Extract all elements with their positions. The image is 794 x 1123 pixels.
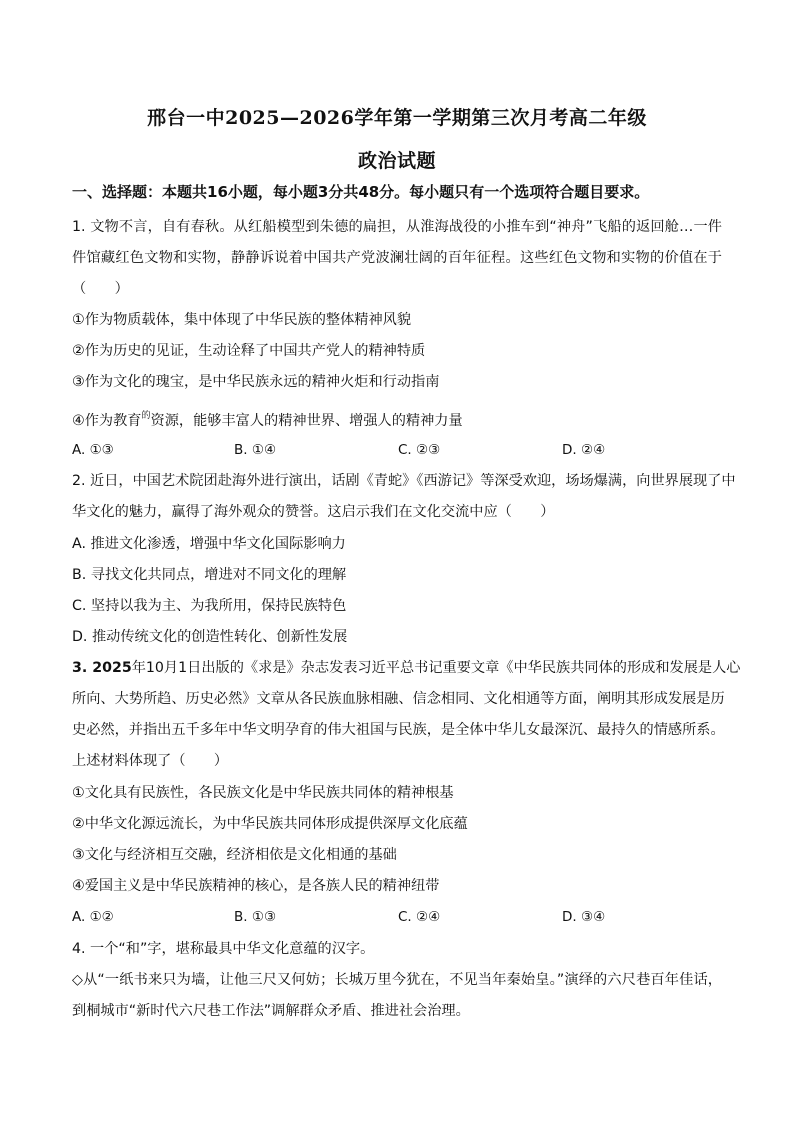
section-heading: 一、选择题：本题共16小题，每小题3分共48分。每小题只有一个选项符合题目要求。 (72, 183, 650, 201)
q3-stem-line-3: 史必然，并指出五千多年中华文明孕育的伟大祖国与民族，是全体中华儿女最深沉、最持久的情感所系。 (72, 722, 725, 738)
q3-stem-line-4: 上述材料体现了（ ） (72, 753, 229, 769)
q1-option-d[interactable]: D. ②④ (562, 442, 606, 458)
q3-statement-3: ③文化与经济相互交融，经济相依是文化相通的基础 (72, 847, 397, 863)
q3-statement-2: ②中华文化源远流长，为中华民族共同体形成提供深厚文化底蕴 (72, 816, 468, 832)
q2-option-d[interactable]: D. 推动传统文化的创造性转化、创新性发展 (72, 629, 348, 645)
q1-option-c[interactable]: C. ②③ (398, 442, 441, 458)
q3-option-d[interactable]: D. ③④ (562, 909, 606, 925)
q3-statement-1: ①文化具有民族性，各民族文化是中华民族共同体的精神根基 (72, 785, 454, 801)
q4-stem-line-1: 4. 一个“和”字，堪称最具中华文化意蕴的汉字。 (72, 941, 375, 957)
q1-statement-4 (72, 407, 463, 430)
q2-option-a[interactable]: A. 推进文化渗透，增强中华文化国际影响力 (72, 536, 346, 552)
q4-stem-line-2: ◇从“一纸书来只为墙，让他三尺又何妨；长城万里今犹在，不见当年秦始皇。”演绎的六尺巷百年佳话， (72, 972, 722, 988)
q1-statement-4-part-b: 资源，能够丰富人的精神世界、增强人的精神力量 (150, 413, 463, 429)
q3-option-b[interactable]: B. ①③ (234, 909, 277, 925)
q4-stem-line-3: 到桐城市“新时代六尺巷工作法”调解群众矛盾、推进社会治理。 (72, 1003, 470, 1019)
q3-option-c[interactable]: C. ②④ (398, 909, 441, 925)
q1-statement-3: ③作为文化的瑰宝，是中华民族永远的精神火炬和行动指南 (72, 374, 440, 390)
q1-statement-4-part-a: ④作为教育 (72, 413, 142, 429)
q2-option-b[interactable]: B. 寻找文化共同点，增进对不同文化的理解 (72, 567, 347, 583)
q3-number: 3. 2025 (72, 660, 132, 676)
q3-stem-line-2: 所向、大势所趋、历史必然》文章从各民族血脉相融、信念相同、文化相通等方面，阐明其形成发展是历 (72, 691, 725, 707)
exam-title: 邢台一中2025—2026学年第一学期第三次月考高二年级 (147, 107, 647, 129)
q1-option-a[interactable]: A. ①③ (72, 442, 114, 458)
q1-statement-4-superscript: 的 (141, 411, 151, 421)
q3-stem-line-1-text: 年10月1日出版的《求是》杂志发表习近平总书记重要文章《中华民族共同体的形成和发展是人心 (131, 660, 741, 676)
q2-option-c[interactable]: C. 坚持以我为主、为我所用，保持民族特色 (72, 598, 347, 614)
q3-option-a[interactable]: A. ①② (72, 909, 114, 925)
q1-stem-line-2: 件馆藏红色文物和实物，静静诉说着中国共产党波澜壮阔的百年征程。这些红色文物和实物的价值在于 (72, 250, 722, 266)
exam-subject: 政治试题 (357, 150, 436, 172)
q1-option-b[interactable]: B. ①④ (234, 442, 277, 458)
q2-stem-line-1: 2. 近日，中国艺术院团赴海外进行演出，话剧《青蛇》《西游记》等深受欢迎，场场爆满，向世界展现了中 (72, 473, 736, 489)
q3-statement-4: ④爱国主义是中华民族精神的核心，是各族人民的精神纽带 (72, 878, 440, 894)
q1-stem-line-3: （ ） (72, 281, 129, 297)
q1-stem-line-1: 1. 文物不言，自有春秋。从红船模型到朱德的扁担，从淮海战役的小推车到“神舟”飞船的返回舱…一件 (72, 219, 722, 235)
q3-stem-line-1 (72, 659, 741, 677)
q1-statement-1: ①作为物质载体，集中体现了中华民族的整体精神风貌 (72, 312, 412, 328)
q1-statement-2: ②作为历史的见证，生动诠释了中国共产党人的精神特质 (72, 343, 426, 359)
q2-stem-line-2: 华文化的魅力，赢得了海外观众的赞誉。这启示我们在文化交流中应（ ） (72, 504, 555, 520)
